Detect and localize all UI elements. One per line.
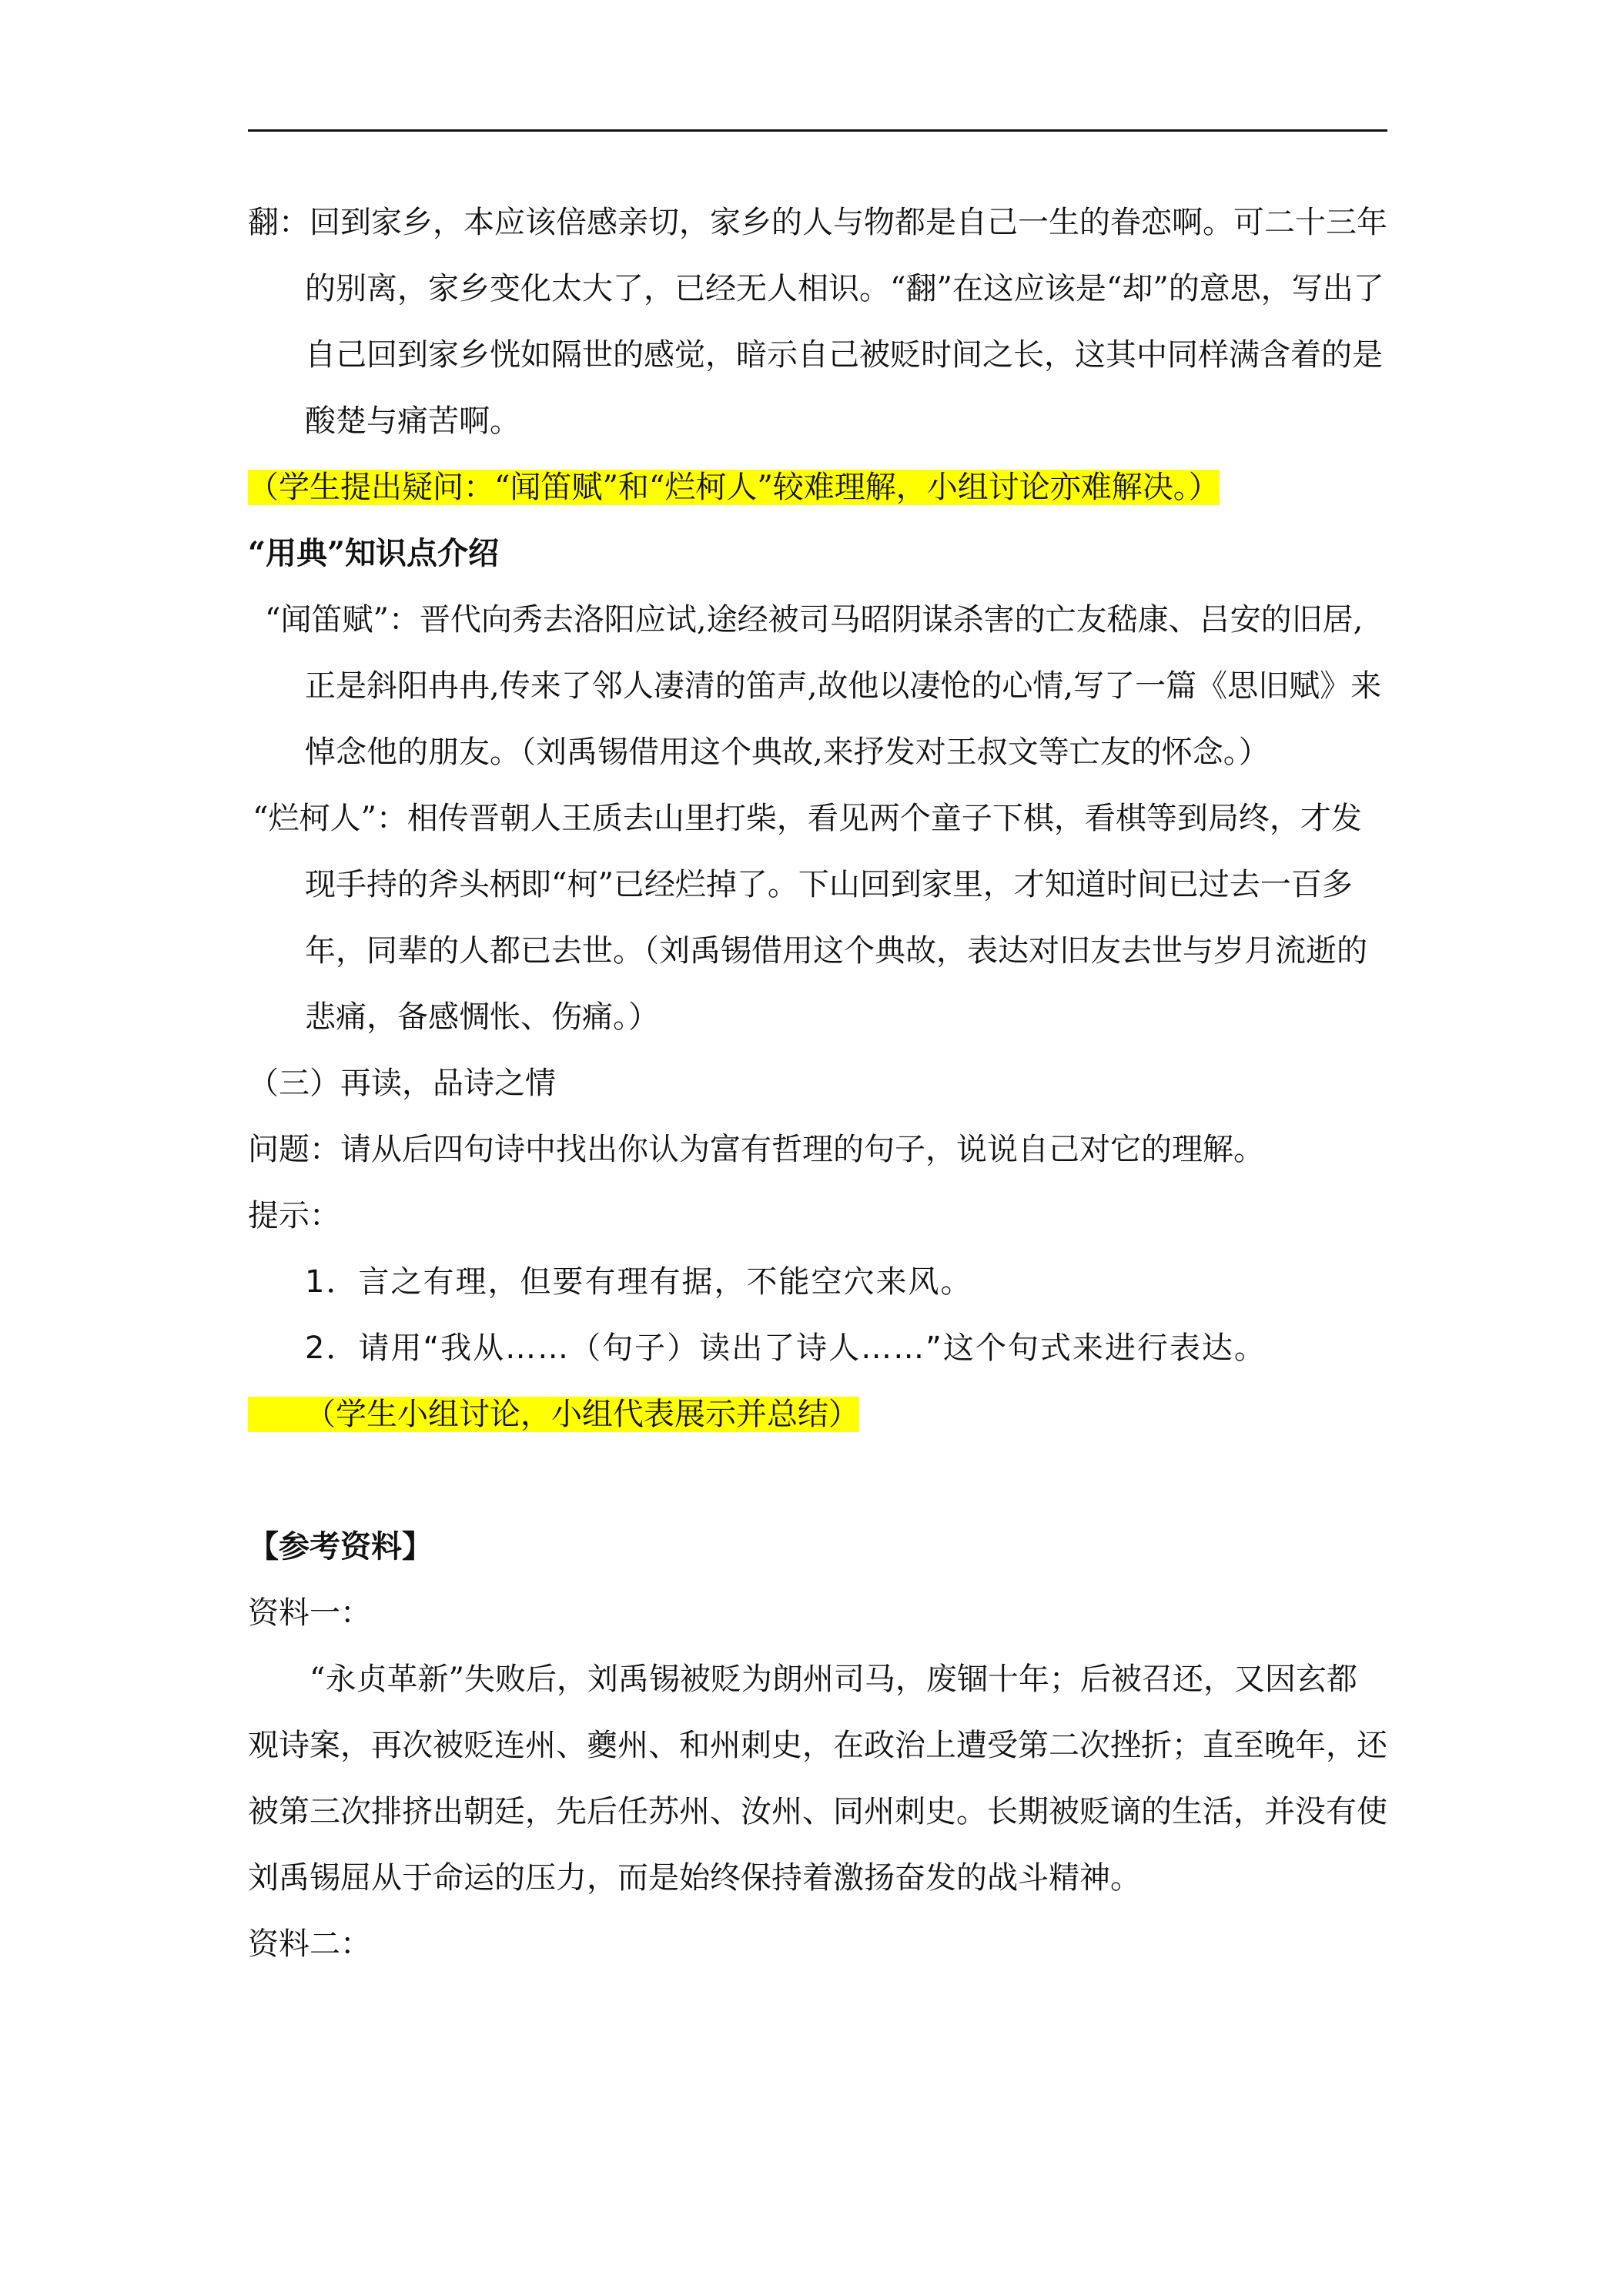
- material-1-label: 资料一：: [248, 1595, 371, 1631]
- section-three-heading: （三）再读，品诗之情: [248, 1066, 556, 1101]
- question-line: 问题：请从后四句诗中找出你认为富有哲理的句子，说说自己对它的理解。: [248, 1132, 1264, 1167]
- header-rule: [248, 129, 1387, 132]
- hint-label: 提示：: [248, 1198, 340, 1233]
- material-2-label: 资料二：: [248, 1926, 371, 1962]
- allusion-heading: “用典”知识点介绍: [248, 535, 500, 571]
- hint-item-1: 1．言之有理，但要有理有据，不能空穴来风。: [305, 1264, 973, 1300]
- document-body: [248, 189, 1387, 1977]
- spacer: [248, 1448, 1387, 1514]
- group-discussion-line: [248, 1381, 1387, 1448]
- paragraph-fan: 翻：回到家乡，本应该倍感亲切，家乡的人与物都是自己一生的眷恋啊。可二十三年的别离，家乡变化太大了，已经无人相识。“翻”在这应该是“却”的意思，写出了自己回到家乡恍如隔世的感觉，暗示自己被贬时间之长，这其中同样满含着的是酸楚与痛苦啊。: [248, 205, 1387, 439]
- material-1-text: “永贞革新”失败后，刘禹锡被贬为朗州司马，废锢十年；后被召还，又因玄都观诗案，再次被贬连州、夔州、和州刺史，在政治上遭受第二次挫折；直至晚年，还被第三次排挤出朝廷，先后任苏州、汝州、同州刺史。长期被贬谪的生活，并没有使刘禹锡屈从于命运的压力，而是始终保持着激扬奋发的战斗精神。: [248, 1662, 1387, 1896]
- paragraph-lankeren: “烂柯人”：相传晋朝人王质去山里打柴，看见两个童子下棋，看棋等到局终，才发现手持的斧头柄即“柯”已经烂掉了。下山回到家里，才知道时间已过去一百多年，同辈的人都已去世。（刘禹锡借用这个典故，表达对旧友去世与岁月流逝的悲痛，备感惆怅、伤痛。）: [253, 801, 1367, 1035]
- hint-item-2: 2．请用“我从……（句子）读出了诗人……”这个句式来进行表达。: [305, 1330, 1267, 1366]
- group-discussion-highlight: （学生小组讨论，小组代表展示并总结）: [248, 1397, 859, 1432]
- paragraph-wendifu: “闻笛赋”：晋代向秀去洛阳应试,途经被司马昭阴谋杀害的亡友嵇康、吕安的旧居,正是斜阳冉冉,传来了邻人凄清的笛声,故他以凄怆的心情,写了一篇《思旧赋》来悼念他的朋友。（刘禹锡借用这个典故,来抒发对王叔文等亡友的怀念。）: [265, 602, 1382, 770]
- reference-heading: 【参考资料】: [248, 1528, 433, 1565]
- student-question-line: [248, 454, 1387, 520]
- student-question-highlight: （学生提出疑问：“闻笛赋”和“烂柯人”较难理解，小组讨论亦难解决。）: [248, 470, 1220, 505]
